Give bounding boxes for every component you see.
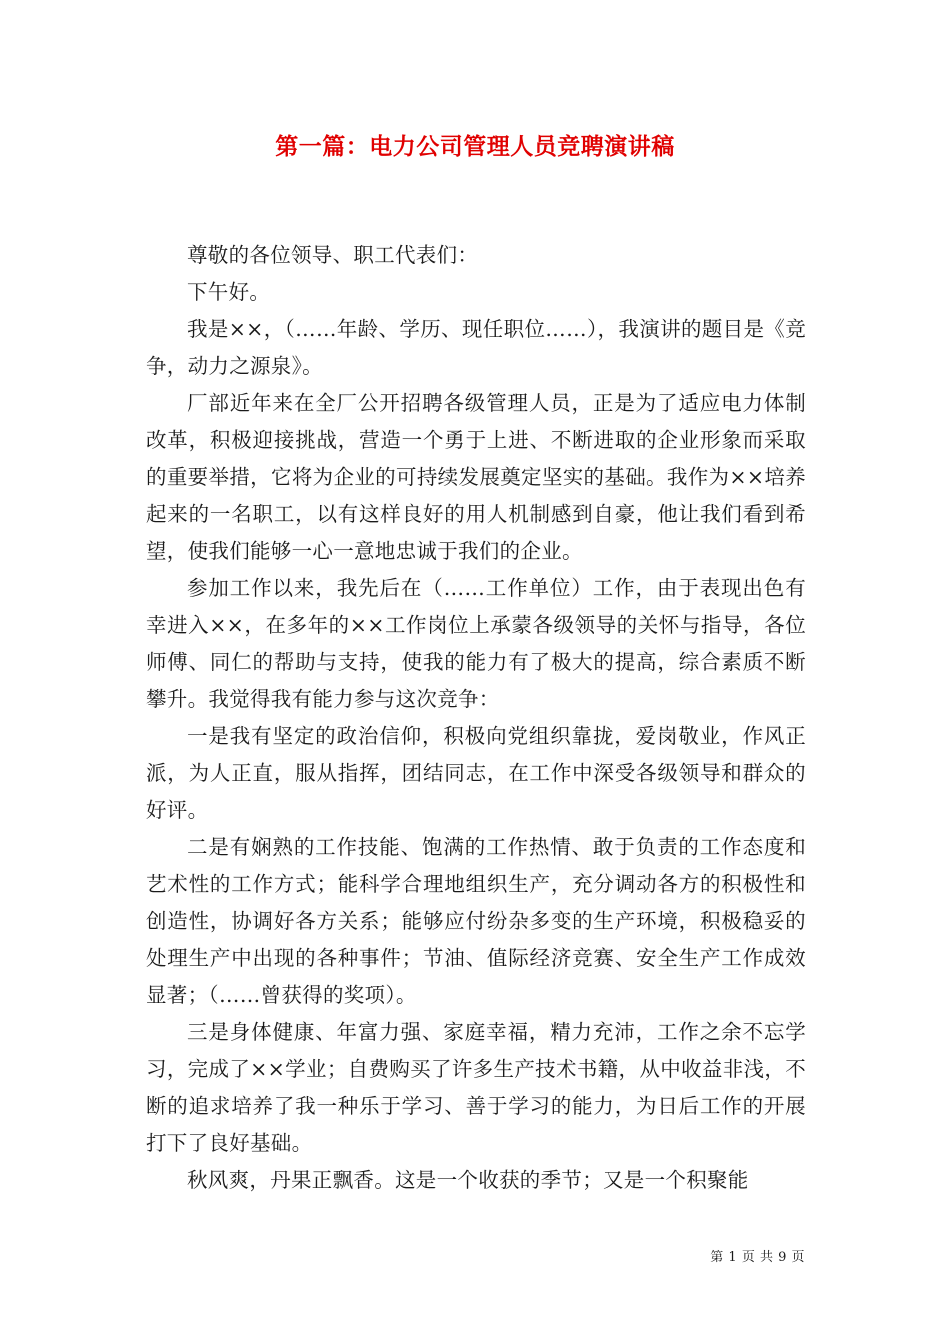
paragraph-point-one: 一是我有坚定的政治信仰，积极向党组织靠拢，爱岗敬业，作风正派，为人正直，服从指挥，团结同志，在工作中深受各级领导和群众的好评。 (146, 724, 806, 822)
paragraph-background: 厂部近年来在全厂公开招聘各级管理人员，正是为了适应电力体制改革，积极迎接挑战，营造一个勇于上进、不断进取的企业形象而采取的重要举措，它将为企业的可持续发展奠定坚实的基础。我作为××培养起来的一名职工，以有这样良好的用人机制感到自豪，他让我们看到希望，使我们能够一心一意地忠诚于我们的企业。 (146, 391, 806, 563)
paragraph-salutation: 下午好。 (187, 280, 271, 304)
page-number: 第 1 页 共 9 页 (710, 1250, 805, 1265)
paragraph-experience: 参加工作以来，我先后在（……工作单位）工作，由于表现出色有幸进入××，在多年的××工作岗位上承蒙各级领导的关怀与指导，各位师傅、同仁的帮助与支持，使我的能力有了极大的提高，综合素质不断攀升。我觉得我有能力参与这次竞争： (146, 576, 806, 711)
paragraph-intro: 我是××，（……年龄、学历、现任职位……），我演讲的题目是《竞争，动力之源泉》。 (146, 317, 806, 378)
paragraph-point-two: 二是有娴熟的工作技能、饱满的工作热情、敢于负责的工作态度和艺术性的工作方式；能科学合理地组织生产，充分调动各方的积极性和创造性，协调好各方关系；能够应付纷杂多变的生产环境，积极稳妥的处理生产中出现的各种事件；节油、值际经济竞赛、安全生产工作成效显著；（……曾获得的奖项）。 (146, 835, 806, 1007)
document-title: 第一篇：电力公司管理人员竞聘演讲稿 (275, 133, 675, 160)
paragraph-point-three: 三是身体健康、年富力强、家庭幸福，精力充沛，工作之余不忘学习，完成了××学业；自费购买了许多生产技术书籍，从中收益非浅，不断的追求培养了我一种乐于学习、善于学习的能力，为日后工作的开展打下了良好基础。 (146, 1020, 806, 1155)
document-body (146, 237, 806, 1199)
paragraph-closing: 秋风爽，丹果正飘香。这是一个收获的季节；又是一个积聚能 (187, 1168, 749, 1192)
paragraph-greeting: 尊敬的各位领导、职工代表们： (187, 243, 479, 267)
